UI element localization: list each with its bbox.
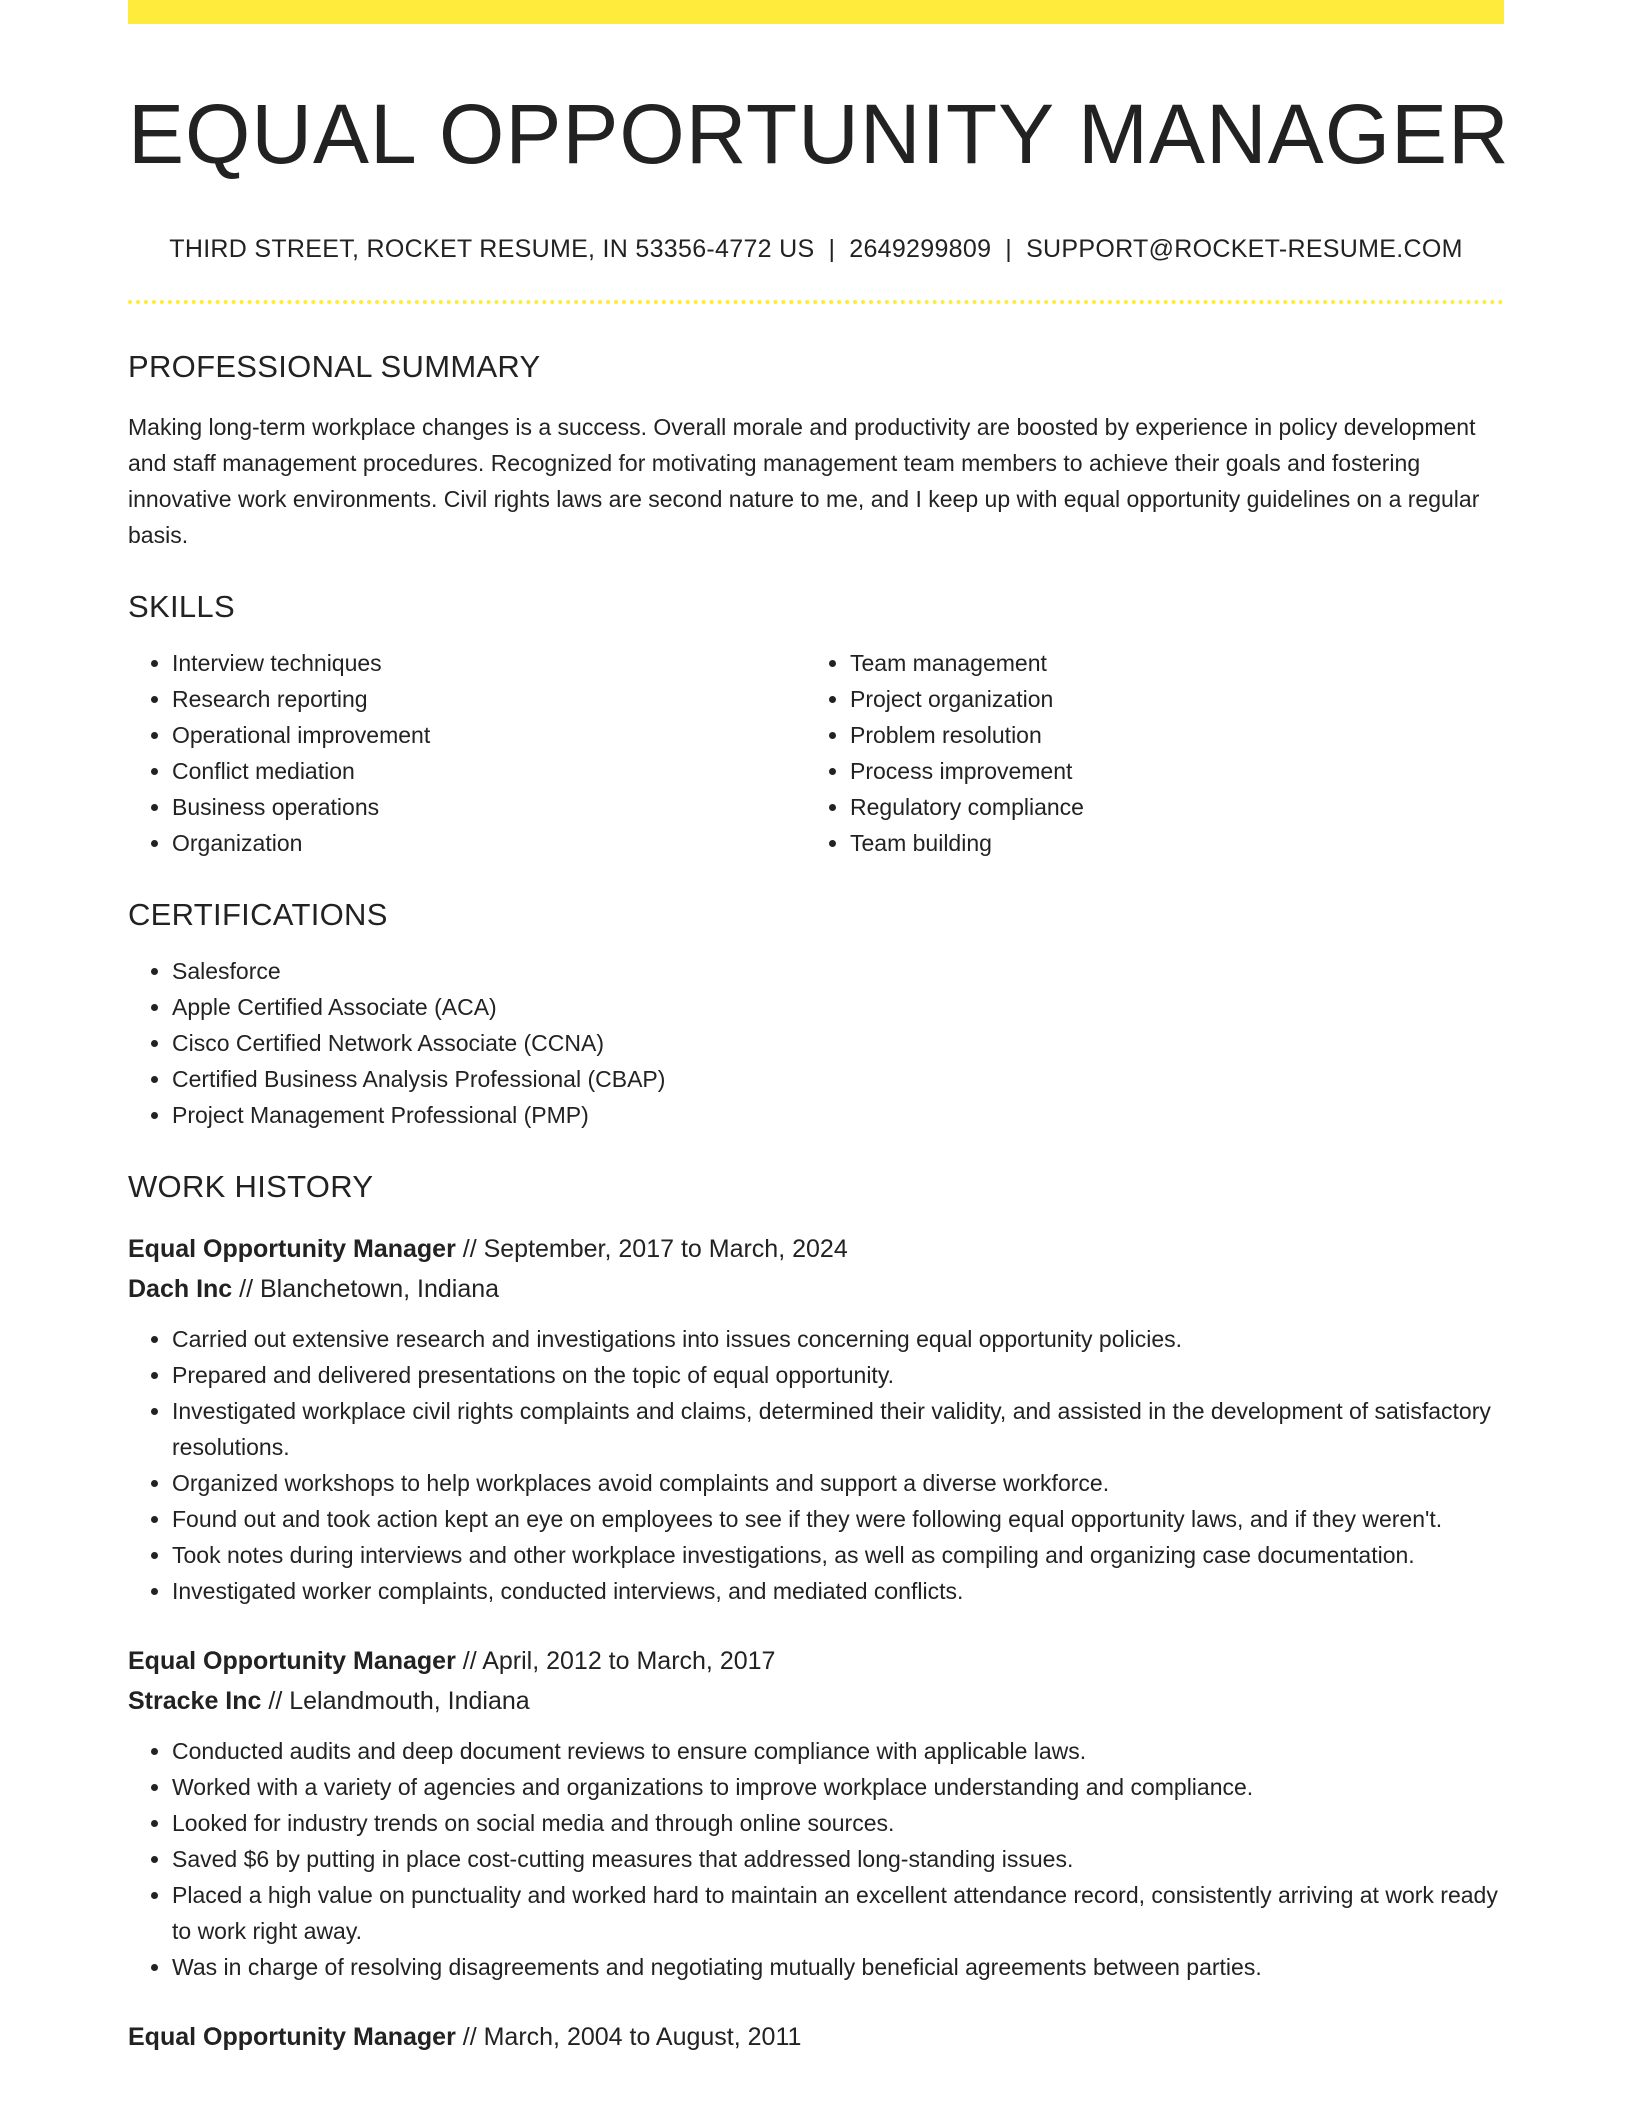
job-role: Equal Opportunity Manager [128,1646,456,1675]
certification-item: • Cisco Certified Network Associate (CCNA) [172,1025,1504,1061]
certification-item: • Apple Certified Associate (ACA) [172,989,1504,1025]
job-company: Stracke Inc [128,1686,262,1715]
job-bullet: • Investigated worker complaints, conducted interviews, and mediated conflicts. [172,1573,1504,1609]
job-dates: March, 2004 to August, 2011 [483,2022,802,2051]
skill-item: • Research reporting [172,681,806,717]
skills-heading: SKILLS [128,588,235,624]
job-dates: April, 2012 to March, 2017 [482,1646,776,1675]
skill-item: • Conflict mediation [172,753,806,789]
job-bullet: • Took notes during interviews and other workplace investigations, as well as compiling and organizing case documentation. [172,1537,1504,1573]
job-location: Blanchetown, Indiana [260,1274,500,1303]
job-bullets [128,1321,1504,1609]
skill-item: • Team building [850,825,1484,861]
contact-separator: | [828,234,836,263]
job-bullet: • Organized workshops to help workplaces avoid complaints and support a diverse workforce. [172,1465,1504,1501]
job-company-line [128,1681,1504,1721]
skills-column-right [806,645,1484,861]
skills-columns [128,645,1504,861]
job-separator: // [455,2022,484,2051]
job-title-line [128,1641,1504,1681]
skill-item: • Business operations [172,789,806,825]
job-bullet: • Carried out extensive research and investigations into issues concerning equal opportunity policies. [172,1321,1504,1357]
job-bullets [128,1733,1504,1985]
skill-item: • Problem resolution [850,717,1484,753]
skill-item: • Team management [850,645,1484,681]
job-bullet: • Was in charge of resolving disagreements and negotiating mutually beneficial agreements between parties. [172,1949,1504,1985]
certifications-list [128,953,1504,1133]
job-separator: // [455,1646,483,1675]
summary-heading: PROFESSIONAL SUMMARY [128,348,541,384]
skills-column-left [128,645,806,861]
work-history-heading: WORK HISTORY [128,1168,374,1204]
certifications-heading: CERTIFICATIONS [128,896,388,932]
job-entry [128,2017,1504,2057]
job-bullet: • Saved $6 by putting in place cost-cutting measures that addressed long-standing issues. [172,1841,1504,1877]
accent-top-bar [128,0,1504,24]
skill-item: • Process improvement [850,753,1484,789]
skill-item: • Organization [172,825,806,861]
skill-item: • Project organization [850,681,1484,717]
job-title-line [128,1229,1504,1269]
certification-item: • Certified Business Analysis Professional (CBAP) [172,1061,1504,1097]
job-entry [128,1641,1504,1985]
job-company: Dach Inc [128,1274,233,1303]
contact-line [128,235,1504,264]
job-bullet: • Worked with a variety of agencies and organizations to improve workplace understanding and compliance. [172,1769,1504,1805]
job-bullet: • Conducted audits and deep document reviews to ensure compliance with applicable laws. [172,1733,1504,1769]
contact-email: SUPPORT@ROCKET-RESUME.COM [1026,234,1463,263]
resume-page [128,0,1510,2057]
job-bullet: • Prepared and delivered presentations on the topic of equal opportunity. [172,1357,1504,1393]
job-separator: // [261,1686,290,1715]
skills-list-left [128,645,806,861]
dotted-divider [128,300,1504,304]
job-separator: // [232,1274,260,1303]
skill-item: • Operational improvement [172,717,806,753]
job-role: Equal Opportunity Manager [128,1234,456,1263]
job-bullet: • Found out and took action kept an eye on employees to see if they were following equal opportunity laws, and if they weren't. [172,1501,1504,1537]
job-dates: September, 2017 to March, 2024 [483,1234,848,1263]
contact-address: THIRD STREET, ROCKET RESUME, IN 53356-4772 US [169,234,815,263]
skill-item: • Interview techniques [172,645,806,681]
job-location: Lelandmouth, Indiana [289,1686,530,1715]
job-separator: // [455,1234,484,1263]
contact-phone: 2649299809 [849,234,992,263]
job-title-line [128,2017,1504,2057]
skill-item: • Regulatory compliance [850,789,1484,825]
skills-list-right [806,645,1484,861]
job-role: Equal Opportunity Manager [128,2022,456,2051]
job-bullet: • Looked for industry trends on social media and through online sources. [172,1805,1504,1841]
job-company-line [128,1269,1504,1309]
job-bullet: • Investigated workplace civil rights complaints and claims, determined their validity, and assisted in the development of satisfactory resolutions. [172,1393,1504,1465]
job-bullet: • Placed a high value on punctuality and worked hard to maintain an excellent attendance record, consistently arriving at work ready to work right away. [172,1877,1504,1949]
summary-text: Making long-term workplace changes is a success. Overall morale and productivity are boosted by experience in policy development and staff management procedures. Recognized for motivating management team members to achieve their goals and fostering innovative work environments. Civil rights laws are second nature to me, and I keep up with equal opportunity guidelines on a regular basis. [128,413,1480,548]
certification-item: • Project Management Professional (PMP) [172,1097,1504,1133]
resume-title: EQUAL OPPORTUNITY MANAGER [128,87,1510,181]
job-entry [128,1229,1504,1609]
certification-item: • Salesforce [172,953,1504,989]
contact-separator: | [1005,234,1013,263]
